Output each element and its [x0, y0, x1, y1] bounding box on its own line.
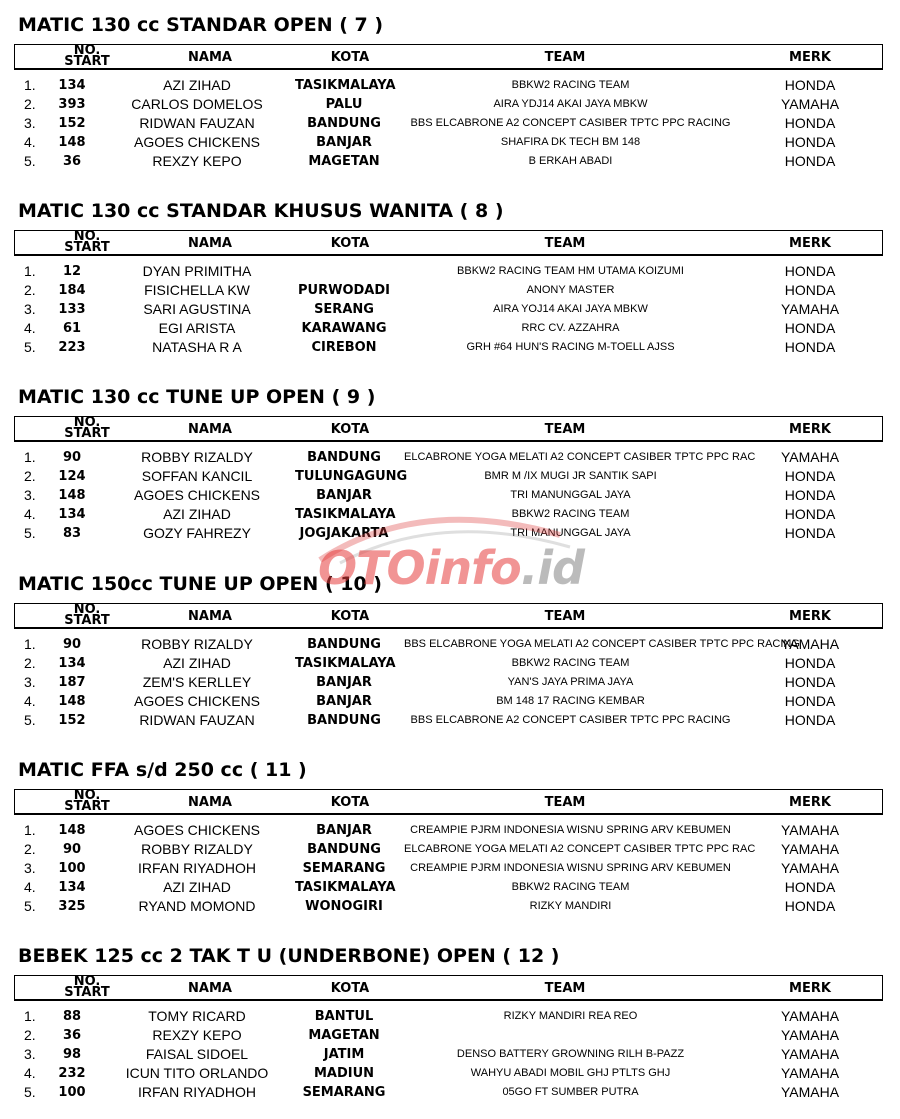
table-row — [0, 448, 900, 467]
header-no-start: NO. START — [64, 602, 110, 628]
rider-name-cell: RYAND MOMOND — [138, 898, 256, 914]
position-cell: 1. — [24, 1008, 36, 1024]
start-number-cell: 134 — [58, 78, 86, 93]
rider-name-cell: RIDWAN FAUZAN — [139, 115, 255, 131]
city-cell: BANDUNG — [307, 450, 381, 465]
start-number-cell: 88 — [62, 1009, 82, 1024]
brand-cell: HONDA — [784, 525, 836, 541]
table-row — [0, 1026, 900, 1045]
city-cell: TASIKMALAYA — [295, 78, 396, 93]
start-number-cell: 134 — [58, 656, 86, 671]
table-row — [0, 654, 900, 673]
header-team: TEAM — [544, 236, 586, 251]
city-cell: MADIUN — [313, 1066, 375, 1081]
city-cell: MAGETAN — [308, 154, 380, 169]
city-cell: SEMARANG — [302, 1085, 386, 1100]
city-cell: BANJAR — [316, 488, 372, 503]
brand-cell: HONDA — [784, 712, 836, 728]
table-row — [0, 76, 900, 95]
start-number-cell: 148 — [58, 694, 86, 709]
rider-name-cell: RIDWAN FAUZAN — [139, 712, 255, 728]
rider-name-cell: SARI AGUSTINA — [143, 301, 251, 317]
rider-name-cell: ROBBY RIZALDY — [141, 449, 253, 465]
brand-cell: HONDA — [784, 153, 836, 169]
position-cell: 2. — [24, 841, 36, 857]
team-cell: AIRA YOJ14 AKAI JAYA MBKW — [493, 303, 648, 315]
header-no-start: NO. START — [64, 229, 110, 255]
brand-cell: YAMAHA — [780, 1084, 840, 1100]
brand-cell: YAMAHA — [780, 96, 840, 112]
team-cell: WAHYU ABADI MOBIL GHJ PTLTS GHJ — [470, 1067, 671, 1079]
position-cell: 3. — [24, 487, 36, 503]
city-cell: TASIKMALAYA — [295, 880, 396, 895]
city-cell: JOGJAKARTA — [299, 526, 389, 541]
header-nama: NAMA — [188, 50, 232, 65]
rider-name-cell: NATASHA R A — [152, 339, 242, 355]
team-cell: 05GO FT SUMBER PUTRA — [502, 1086, 639, 1098]
table-row — [0, 673, 900, 692]
watermark-text: OTOinfo.id — [318, 541, 584, 595]
start-number-cell: 152 — [58, 116, 86, 131]
start-number-cell: 90 — [62, 637, 82, 652]
start-number-cell: 12 — [62, 264, 82, 279]
table-header — [14, 416, 883, 442]
start-number-cell: 133 — [58, 302, 86, 317]
brand-cell: YAMAHA — [780, 449, 840, 465]
start-number-cell: 187 — [58, 675, 86, 690]
city-cell: CIREBON — [311, 340, 377, 355]
position-cell: 1. — [24, 822, 36, 838]
table-header — [14, 789, 883, 815]
brand-cell: YAMAHA — [780, 860, 840, 876]
brand-cell: HONDA — [784, 468, 836, 484]
city-cell: SEMARANG — [302, 861, 386, 876]
rider-name-cell: AGOES CHICKENS — [133, 134, 261, 150]
position-cell: 3. — [24, 115, 36, 131]
position-cell: 1. — [24, 263, 36, 279]
section-title: MATIC FFA s/d 250 cc ( 11 ) — [18, 759, 307, 781]
header-nama: NAMA — [188, 609, 232, 624]
team-cell: YAN'S JAYA PRIMA JAYA — [507, 676, 634, 688]
header-kota: KOTA — [330, 609, 370, 624]
header-team: TEAM — [544, 981, 586, 996]
position-cell: 1. — [24, 77, 36, 93]
header-kota: KOTA — [330, 795, 370, 810]
city-cell: JATIM — [323, 1047, 365, 1062]
team-cell: BBKW2 RACING TEAM — [511, 508, 630, 520]
header-merk: MERK — [789, 609, 831, 624]
header-kota: KOTA — [330, 981, 370, 996]
header-no-start: NO. START — [64, 974, 110, 1000]
table-row — [0, 95, 900, 114]
position-cell: 2. — [24, 1027, 36, 1043]
header-merk: MERK — [789, 981, 831, 996]
rider-name-cell: FISICHELLA KW — [144, 282, 250, 298]
brand-cell: YAMAHA — [780, 1027, 840, 1043]
header-team: TEAM — [544, 50, 586, 65]
race-class-section — [0, 561, 900, 747]
position-cell: 2. — [24, 96, 36, 112]
brand-cell: HONDA — [784, 115, 836, 131]
rider-name-cell: EGI ARISTA — [158, 320, 236, 336]
rider-name-cell: AZI ZIHAD — [163, 77, 231, 93]
table-row — [0, 152, 900, 171]
start-number-cell: 393 — [58, 97, 86, 112]
team-cell: BBKW2 RACING TEAM HM UTAMA KOIZUMI — [457, 265, 684, 277]
position-cell: 3. — [24, 1046, 36, 1062]
start-number-cell: 148 — [58, 135, 86, 150]
brand-cell: YAMAHA — [780, 301, 840, 317]
section-title: MATIC 130 cc STANDAR OPEN ( 7 ) — [18, 14, 384, 36]
team-cell: B ERKAH ABADI — [528, 155, 613, 167]
header-kota: KOTA — [330, 50, 370, 65]
start-number-cell: 134 — [58, 507, 86, 522]
city-cell: TASIKMALAYA — [295, 507, 396, 522]
rider-name-cell: FAISAL SIDOEL — [145, 1046, 249, 1062]
table-row — [0, 1007, 900, 1026]
start-number-cell: 61 — [62, 321, 82, 336]
start-number-cell: 90 — [62, 450, 82, 465]
team-cell: TRI MANUNGGAL JAYA — [510, 527, 631, 539]
city-cell: BANJAR — [316, 135, 372, 150]
city-cell: WONOGIRI — [305, 899, 383, 914]
position-cell: 5. — [24, 898, 36, 914]
position-cell: 3. — [24, 301, 36, 317]
header-nama: NAMA — [188, 981, 232, 996]
table-row — [0, 692, 900, 711]
table-header — [14, 975, 883, 1001]
start-number-cell: 148 — [58, 488, 86, 503]
city-cell: BANDUNG — [307, 116, 381, 131]
team-cell: GRH #64 HUN'S RACING M-TOELL AJSS — [466, 341, 675, 353]
team-cell: BBS ELCABRONE YOGA MELATI A2 CONCEPT CASIBER TPTC PPC RACING — [404, 638, 800, 650]
header-merk: MERK — [789, 795, 831, 810]
position-cell: 4. — [24, 879, 36, 895]
rider-name-cell: TOMY RICARD — [148, 1008, 246, 1024]
city-cell: PALU — [325, 97, 363, 112]
position-cell: 5. — [24, 1084, 36, 1100]
table-row — [0, 338, 900, 357]
brand-cell: YAMAHA — [780, 841, 840, 857]
race-class-section — [0, 933, 900, 1119]
race-class-section — [0, 188, 900, 374]
rider-name-cell: SOFFAN KANCIL — [141, 468, 253, 484]
position-cell: 2. — [24, 282, 36, 298]
header-team: TEAM — [544, 609, 586, 624]
team-cell: AIRA YDJ14 AKAI JAYA MBKW — [493, 98, 648, 110]
start-number-cell: 83 — [62, 526, 82, 541]
rider-name-cell: DYAN PRIMITHA — [142, 263, 252, 279]
position-cell: 5. — [24, 339, 36, 355]
position-cell: 5. — [24, 153, 36, 169]
position-cell: 1. — [24, 449, 36, 465]
header-nama: NAMA — [188, 795, 232, 810]
header-merk: MERK — [789, 422, 831, 437]
race-class-section — [0, 374, 900, 560]
start-number-cell: 100 — [58, 1085, 86, 1100]
section-title: MATIC 150cc TUNE UP OPEN ( 10 ) — [18, 573, 382, 595]
brand-cell: HONDA — [784, 263, 836, 279]
header-nama: NAMA — [188, 236, 232, 251]
brand-cell: HONDA — [784, 693, 836, 709]
start-number-cell: 223 — [58, 340, 86, 355]
table-row — [0, 1064, 900, 1083]
brand-cell: HONDA — [784, 674, 836, 690]
city-cell: BANDUNG — [307, 637, 381, 652]
position-cell: 4. — [24, 506, 36, 522]
table-row — [0, 524, 900, 543]
rider-name-cell: AZI ZIHAD — [163, 879, 231, 895]
brand-cell: HONDA — [784, 506, 836, 522]
city-cell: KARAWANG — [301, 321, 387, 336]
header-kota: KOTA — [330, 422, 370, 437]
brand-cell: HONDA — [784, 879, 836, 895]
city-cell: TULUNGAGUNG — [295, 469, 408, 484]
brand-cell: YAMAHA — [780, 636, 840, 652]
table-row — [0, 486, 900, 505]
brand-cell: YAMAHA — [780, 1046, 840, 1062]
start-number-cell: 232 — [58, 1066, 86, 1081]
brand-cell: HONDA — [784, 77, 836, 93]
brand-cell: YAMAHA — [780, 822, 840, 838]
table-row — [0, 467, 900, 486]
brand-cell: HONDA — [784, 487, 836, 503]
team-cell: ELCABRONE YOGA MELATI A2 CONCEPT CASIBER TPTC PPC RAC — [404, 843, 756, 855]
position-cell: 1. — [24, 636, 36, 652]
section-title: MATIC 130 cc STANDAR KHUSUS WANITA ( 8 ) — [18, 200, 504, 222]
position-cell: 5. — [24, 525, 36, 541]
city-cell: SERANG — [314, 302, 374, 317]
start-number-cell: 134 — [58, 880, 86, 895]
rider-name-cell: ICUN TITO ORLANDO — [125, 1065, 269, 1081]
position-cell: 4. — [24, 1065, 36, 1081]
rider-name-cell: REXZY KEPO — [152, 153, 242, 169]
city-cell: BANJAR — [316, 675, 372, 690]
brand-cell: HONDA — [784, 320, 836, 336]
rider-name-cell: ZEM'S KERLLEY — [142, 674, 252, 690]
start-number-cell: 98 — [62, 1047, 82, 1062]
table-row — [0, 897, 900, 916]
start-number-cell: 325 — [58, 899, 86, 914]
position-cell: 4. — [24, 134, 36, 150]
start-number-cell: 100 — [58, 861, 86, 876]
brand-cell: HONDA — [784, 339, 836, 355]
start-number-cell: 152 — [58, 713, 86, 728]
city-cell: BANTUL — [314, 1009, 374, 1024]
table-row — [0, 711, 900, 730]
brand-cell: HONDA — [784, 134, 836, 150]
start-number-cell: 124 — [58, 469, 86, 484]
start-number-cell: 184 — [58, 283, 86, 298]
team-cell: BBKW2 RACING TEAM — [511, 881, 630, 893]
section-title: BEBEK 125 cc 2 TAK T U (UNDERBONE) OPEN ( 12 ) — [18, 945, 560, 967]
header-no-start: NO. START — [64, 788, 110, 814]
city-cell: BANDUNG — [307, 842, 381, 857]
city-cell: PURWODADI — [298, 283, 390, 298]
race-class-section — [0, 747, 900, 933]
rider-name-cell: ROBBY RIZALDY — [141, 636, 253, 652]
header-no-start: NO. START — [64, 415, 110, 441]
city-cell: MAGETAN — [308, 1028, 380, 1043]
rider-name-cell: CARLOS DOMELOS — [131, 96, 263, 112]
start-number-cell: 36 — [62, 1028, 82, 1043]
start-number-cell: 148 — [58, 823, 86, 838]
table-header — [14, 603, 883, 629]
position-cell: 5. — [24, 712, 36, 728]
start-number-cell: 90 — [62, 842, 82, 857]
race-class-section — [0, 2, 900, 188]
team-cell: SHAFIRA DK TECH BM 148 — [500, 136, 641, 148]
table-row — [0, 821, 900, 840]
table-row — [0, 319, 900, 338]
rider-name-cell: REXZY KEPO — [152, 1027, 242, 1043]
team-cell: BMR M /IX MUGI JR SANTIK SAPI — [484, 470, 657, 482]
rider-name-cell: IRFAN RIYADHOH — [138, 860, 256, 876]
table-row — [0, 300, 900, 319]
section-title: MATIC 130 cc TUNE UP OPEN ( 9 ) — [18, 386, 376, 408]
team-cell: BM 148 17 RACING KEMBAR — [496, 695, 645, 707]
header-merk: MERK — [789, 236, 831, 251]
table-row — [0, 505, 900, 524]
team-cell: ELCABRONE YOGA MELATI A2 CONCEPT CASIBER TPTC PPC RAC — [404, 451, 756, 463]
rider-name-cell: AZI ZIHAD — [163, 655, 231, 671]
table-row — [0, 840, 900, 859]
brand-cell: HONDA — [784, 898, 836, 914]
position-cell: 4. — [24, 693, 36, 709]
rider-name-cell: IRFAN RIYADHOH — [138, 1084, 256, 1100]
header-merk: MERK — [789, 50, 831, 65]
table-row — [0, 635, 900, 654]
city-cell: TASIKMALAYA — [295, 656, 396, 671]
table-row — [0, 281, 900, 300]
team-cell: BBS ELCABRONE A2 CONCEPT CASIBER TPTC PPC RACING — [410, 117, 731, 129]
position-cell: 2. — [24, 468, 36, 484]
start-number-cell: 36 — [62, 154, 82, 169]
header-no-start: NO. START — [64, 43, 110, 69]
brand-cell: YAMAHA — [780, 1065, 840, 1081]
table-row — [0, 859, 900, 878]
team-cell: RRC CV. AZZAHRA — [521, 322, 620, 334]
team-cell: RIZKY MANDIRI REA REO — [503, 1010, 638, 1022]
brand-cell: YAMAHA — [780, 1008, 840, 1024]
team-cell: TRI MANUNGGAL JAYA — [510, 489, 631, 501]
rider-name-cell: AGOES CHICKENS — [133, 487, 261, 503]
table-header — [14, 230, 883, 256]
team-cell: CREAMPIE PJRM INDONESIA WISNU SPRING ARV KEBUMEN — [410, 862, 731, 874]
table-header — [14, 44, 883, 70]
brand-cell: HONDA — [784, 282, 836, 298]
rider-name-cell: ROBBY RIZALDY — [141, 841, 253, 857]
brand-cell: HONDA — [784, 655, 836, 671]
rider-name-cell: GOZY FAHREZY — [143, 525, 251, 541]
team-cell: BBKW2 RACING TEAM — [511, 657, 630, 669]
rider-name-cell: AGOES CHICKENS — [133, 822, 261, 838]
position-cell: 4. — [24, 320, 36, 336]
rider-name-cell: AGOES CHICKENS — [133, 693, 261, 709]
table-row — [0, 114, 900, 133]
city-cell: BANJAR — [316, 694, 372, 709]
position-cell: 3. — [24, 674, 36, 690]
city-cell: BANDUNG — [307, 713, 381, 728]
header-team: TEAM — [544, 795, 586, 810]
table-row — [0, 878, 900, 897]
team-cell: ANONY MASTER — [526, 284, 615, 296]
header-kota: KOTA — [330, 236, 370, 251]
header-nama: NAMA — [188, 422, 232, 437]
position-cell: 3. — [24, 860, 36, 876]
table-row — [0, 1083, 900, 1102]
position-cell: 2. — [24, 655, 36, 671]
city-cell: BANJAR — [316, 823, 372, 838]
table-row — [0, 262, 900, 281]
team-cell: BBKW2 RACING TEAM — [511, 79, 630, 91]
rider-name-cell: AZI ZIHAD — [163, 506, 231, 522]
header-team: TEAM — [544, 422, 586, 437]
table-row — [0, 1045, 900, 1064]
team-cell: DENSO BATTERY GROWNING RILH B-PAZZ — [456, 1048, 685, 1060]
team-cell: CREAMPIE PJRM INDONESIA WISNU SPRING ARV KEBUMEN — [410, 824, 731, 836]
team-cell: BBS ELCABRONE A2 CONCEPT CASIBER TPTC PPC RACING — [410, 714, 731, 726]
table-row — [0, 133, 900, 152]
team-cell: RIZKY MANDIRI — [529, 900, 612, 912]
